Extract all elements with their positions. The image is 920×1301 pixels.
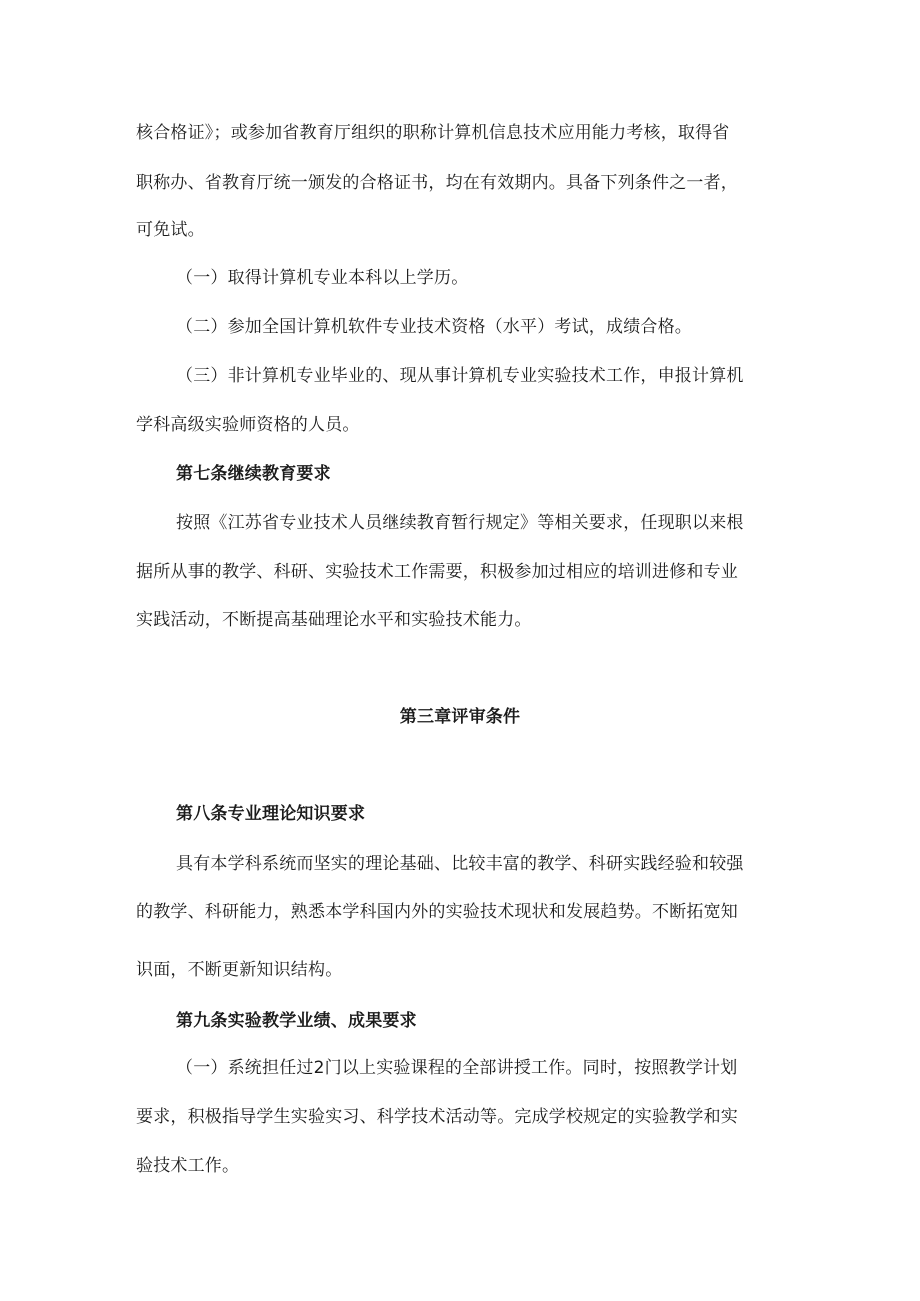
list-item: （二）参加全国计算机软件专业技术资格（水平）考试，成绩合格。 xyxy=(176,317,692,337)
paragraph-line: 具有本学科系统而坚实的理论基础、比较丰富的教学、科研实践经验和较强 xyxy=(176,854,744,874)
article-heading: 第八条专业理论知识要求 xyxy=(176,804,366,824)
list-item: （一）系统担任过2门以上实验课程的全部讲授工作。同时，按照教学计划 xyxy=(176,1058,738,1078)
paragraph-line: 按照《江苏省专业技术人员继续教育暂行规定》等相关要求，任现职以来根 xyxy=(176,513,744,533)
list-item: （一）取得计算机专业本科以上学历。 xyxy=(176,268,469,288)
list-item-continuation: 学科高级实验师资格的人员。 xyxy=(136,415,360,435)
paragraph-line: 核合格证》；或参加省教育厅组织的职称计算机信息技术应用能力考核，取得省 xyxy=(136,123,730,143)
paragraph-line: 识面，不断更新知识结构。 xyxy=(136,960,343,980)
list-item-continuation: 要求，积极指导学生实验实习、科学技术活动等。完成学校规定的实验教学和实 xyxy=(136,1107,738,1127)
paragraph-line: 职称办、省教育厅统一颁发的合格证书，均在有效期内。具备下列条件之一者， xyxy=(136,173,738,193)
article-heading: 第七条继续教育要求 xyxy=(176,464,331,484)
paragraph-line: 据所从事的教学、科研、实验技术工作需要，积极参加过相应的培训进修和专业 xyxy=(136,562,738,582)
paragraph-line: 的教学、科研能力，熟悉本学科国内外的实验技术现状和发展趋势。不断拓宽知 xyxy=(136,902,738,922)
list-item-continuation: 验技术工作。 xyxy=(136,1156,240,1176)
article-heading: 第九条实验教学业绩、成果要求 xyxy=(176,1011,417,1031)
paragraph-line: 实践活动，不断提高基础理论水平和实验技术能力。 xyxy=(136,610,532,630)
chapter-title: 第三章评审条件 xyxy=(399,707,521,727)
paragraph-line: 可免试。 xyxy=(136,220,205,240)
list-item: （三）非计算机专业毕业的、现从事计算机专业实验技术工作，申报计算机 xyxy=(176,366,744,386)
